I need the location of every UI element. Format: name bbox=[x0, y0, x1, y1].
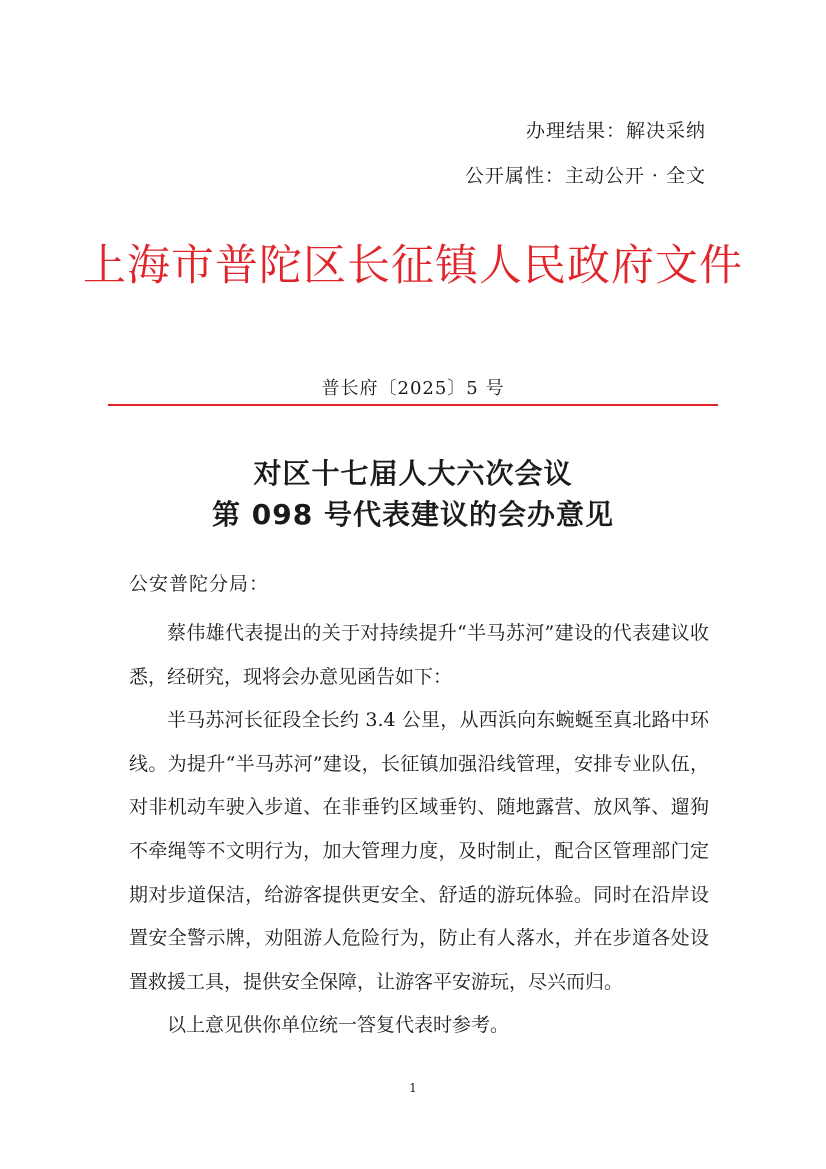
header-divider bbox=[108, 404, 718, 406]
body-paragraph-intro: 蔡伟雄代表提出的关于对持续提升“半马苏河”建设的代表建议收悉，经研究，现将会办意见函告如下： bbox=[129, 622, 709, 688]
disclosure-attribute: 公开属性：主动公开 · 全文 bbox=[464, 165, 706, 187]
document-title-line-2: 第 098 号代表建议的会办意见 bbox=[212, 498, 614, 531]
body-paragraph-main: 半马苏河长征段全长约 3.4 公里，从西浜向东蜿蜒至真北路中环线。为提升“半马苏河”建设，长征镇加强沿线管理，安排专业队伍，对非机动车驶入步道、在非垂钓区域垂钓、随地露营、放风筝、遛狗不牵绳等不文明行为，加大管理力度，及时制止，配合区管理部门定期对步道保洁，给游客提供更安全、舒适的游玩体验。同时在沿岸设置安全警示牌，劝阻游人危险行为，防止有人落水，并在步道各处设置救援工具，提供安全保障，让游客平安游玩，尽兴而归。 bbox=[129, 709, 709, 993]
addressee: 公安普陀分局： bbox=[129, 573, 270, 595]
body-text bbox=[129, 612, 709, 1048]
organization-header: 上海市普陀区长征镇人民政府文件 bbox=[83, 241, 743, 291]
document-number: 普长府〔2025〕5 号 bbox=[321, 378, 505, 399]
document-title-line-1: 对区十七届人大六次会议 bbox=[253, 457, 573, 490]
page-number: 1 bbox=[409, 1081, 417, 1095]
handling-result: 办理结果：解决采纳 bbox=[525, 120, 706, 142]
body-paragraph-closing: 以上意见供你单位统一答复代表时参考。 bbox=[167, 1014, 510, 1037]
